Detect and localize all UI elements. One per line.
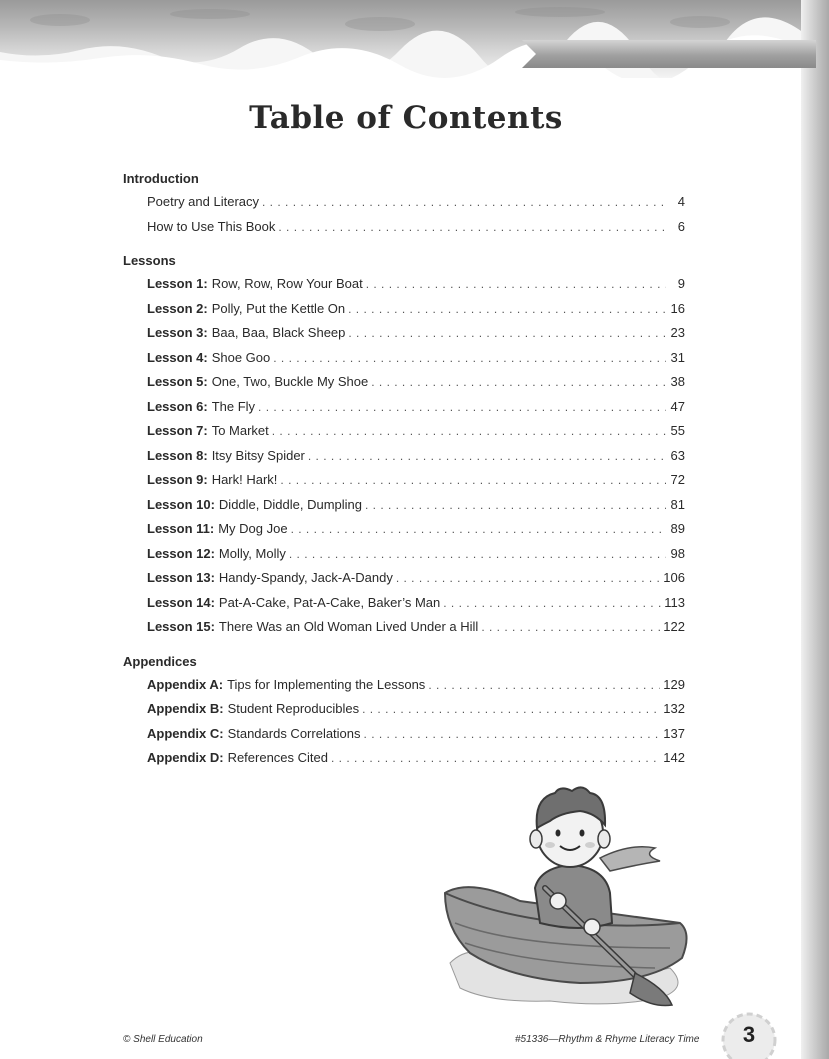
toc-entry[interactable] bbox=[147, 722, 685, 747]
toc-entry-label: Lesson 13: bbox=[147, 570, 215, 585]
dot-leader bbox=[443, 591, 661, 616]
dot-leader bbox=[289, 542, 666, 567]
toc-entry-label: Lesson 6: bbox=[147, 398, 208, 414]
page-title: Table of Contents bbox=[249, 100, 563, 136]
toc-entry-title: My Dog Joe bbox=[218, 521, 288, 536]
dot-leader bbox=[365, 493, 666, 518]
toc-entry-label: Lesson 3: bbox=[147, 325, 208, 340]
toc-entry-title: Itsy Bitsy Spider bbox=[211, 447, 305, 463]
toc-entry[interactable] bbox=[147, 615, 685, 640]
toc-entry-label: Lesson 15: bbox=[147, 619, 215, 634]
toc-entry-title: Row, Row, Row Your Boat bbox=[211, 276, 363, 291]
toc-entry-label: Lesson 4: bbox=[147, 349, 208, 365]
toc-entry-page: 81 bbox=[670, 496, 685, 512]
toc-entry[interactable] bbox=[147, 215, 685, 240]
toc-entry-page: 98 bbox=[670, 545, 685, 561]
dot-leader bbox=[348, 321, 666, 346]
section-gap bbox=[123, 239, 685, 250]
dot-leader bbox=[258, 395, 666, 420]
toc-entry-title: Poetry and Literacy bbox=[147, 194, 260, 209]
dot-leader bbox=[273, 346, 666, 371]
toc-entry-label: Lesson 5: bbox=[147, 374, 208, 389]
toc-entry-title: Baa, Baa, Black Sheep bbox=[211, 325, 346, 340]
toc-entry-title: There Was an Old Woman Lived Under a Hill bbox=[218, 619, 479, 634]
dot-leader bbox=[396, 566, 660, 591]
toc-entry-title: How to Use This Book bbox=[147, 218, 276, 234]
toc-entry-page: 89 bbox=[670, 521, 685, 536]
toc-entry[interactable] bbox=[147, 468, 685, 493]
toc-entry-page: 9 bbox=[677, 276, 685, 291]
toc-entry[interactable] bbox=[147, 517, 685, 542]
footer-publisher: © Shell Education bbox=[123, 1034, 203, 1045]
toc-entry-title: Polly, Put the Kettle On bbox=[211, 300, 346, 316]
toc-entry-title: Molly, Molly bbox=[218, 545, 286, 561]
toc-entry-title: References Cited bbox=[227, 750, 329, 765]
boy-rowing-boat-illustration bbox=[430, 783, 710, 1013]
toc-entry-title: Student Reproducibles bbox=[227, 701, 360, 716]
toc-entry[interactable] bbox=[147, 297, 685, 322]
dot-leader bbox=[428, 673, 660, 698]
section-heading: Appendices bbox=[123, 653, 197, 669]
toc-entry-page: 113 bbox=[664, 594, 685, 610]
toc-entry-title: The Fly bbox=[211, 398, 256, 414]
toc-entry-title: Pat-A-Cake, Pat-A-Cake, Baker’s Man bbox=[218, 594, 441, 610]
toc-entry-page: 6 bbox=[677, 218, 685, 234]
toc-entry-label: Lesson 2: bbox=[147, 300, 208, 316]
footer-book-title: #51336—Rhythm & Rhyme Literacy Time bbox=[515, 1034, 700, 1045]
toc-entry-title: Handy-Spandy, Jack-A-Dandy bbox=[218, 570, 393, 585]
toc-entry-title: One, Two, Buckle My Shoe bbox=[211, 374, 369, 389]
section-heading: Lessons bbox=[123, 253, 176, 268]
dot-leader bbox=[348, 297, 666, 322]
toc-entry-label: Appendix A: bbox=[147, 676, 224, 692]
toc-entry[interactable] bbox=[147, 591, 685, 616]
toc-entry-page: 72 bbox=[670, 472, 685, 487]
toc-entry-page: 16 bbox=[670, 300, 685, 316]
table-of-contents bbox=[123, 168, 685, 771]
dot-leader bbox=[262, 190, 666, 215]
toc-entry-page: 142 bbox=[663, 750, 685, 765]
toc-entry-page: 47 bbox=[670, 398, 685, 414]
toc-entry-label: Appendix C: bbox=[147, 725, 224, 741]
section-gap bbox=[123, 640, 685, 651]
dot-leader bbox=[366, 272, 666, 297]
toc-entry[interactable] bbox=[147, 370, 685, 395]
toc-entry-label: Lesson 9: bbox=[147, 472, 208, 487]
dot-leader bbox=[308, 444, 666, 469]
toc-entry[interactable] bbox=[147, 190, 685, 215]
toc-entry-page: 129 bbox=[663, 676, 685, 692]
toc-entry-title: Hark! Hark! bbox=[211, 472, 278, 487]
toc-entry-title: Standards Correlations bbox=[227, 725, 361, 741]
toc-entry-label: Lesson 14: bbox=[147, 594, 215, 610]
dot-leader bbox=[481, 615, 660, 640]
toc-entry-title: Tips for Implementing the Lessons bbox=[227, 676, 426, 692]
dot-leader bbox=[272, 419, 666, 444]
dot-leader bbox=[331, 746, 660, 771]
toc-entry-page: 137 bbox=[663, 725, 685, 741]
toc-entry-page: 31 bbox=[670, 349, 685, 365]
toc-entry[interactable] bbox=[147, 697, 685, 722]
toc-entry-label: Lesson 11: bbox=[147, 521, 215, 536]
toc-entry-page: 63 bbox=[670, 447, 685, 463]
toc-entry-label: Appendix D: bbox=[147, 750, 224, 765]
toc-entry-label: Appendix B: bbox=[147, 701, 224, 716]
toc-entry-label: Lesson 7: bbox=[147, 423, 208, 438]
toc-entry-label: Lesson 12: bbox=[147, 545, 215, 561]
toc-entry[interactable] bbox=[147, 673, 685, 698]
toc-entry[interactable] bbox=[147, 444, 685, 469]
toc-entry-label: Lesson 8: bbox=[147, 447, 208, 463]
dot-leader bbox=[280, 468, 666, 493]
dot-leader bbox=[364, 722, 661, 747]
toc-entry-label: Lesson 10: bbox=[147, 496, 215, 512]
toc-entry[interactable] bbox=[147, 321, 685, 346]
page-edge bbox=[801, 0, 829, 1059]
dot-leader bbox=[371, 370, 666, 395]
toc-entry-page: 38 bbox=[670, 374, 685, 389]
dot-leader bbox=[362, 697, 660, 722]
toc-entry-title: Diddle, Diddle, Dumpling bbox=[218, 496, 362, 512]
toc-entry-title: To Market bbox=[211, 423, 269, 438]
toc-entry[interactable] bbox=[147, 419, 685, 444]
toc-entry[interactable] bbox=[147, 272, 685, 297]
dot-leader bbox=[278, 215, 666, 240]
toc-entry-page: 132 bbox=[663, 701, 685, 716]
toc-entry[interactable] bbox=[147, 746, 685, 771]
toc-entry[interactable] bbox=[147, 566, 685, 591]
header-ribbon bbox=[522, 40, 816, 68]
section-heading: Introduction bbox=[123, 171, 199, 186]
toc-entry-page: 23 bbox=[670, 325, 685, 340]
toc-entry-title: Shoe Goo bbox=[211, 349, 271, 365]
toc-entry-page: 55 bbox=[670, 423, 685, 438]
toc-entry[interactable] bbox=[147, 542, 685, 567]
dot-leader bbox=[291, 517, 666, 542]
toc-entry[interactable] bbox=[147, 493, 685, 518]
toc-entry[interactable] bbox=[147, 395, 685, 420]
toc-entry-page: 122 bbox=[663, 619, 685, 634]
toc-entry-label: Lesson 1: bbox=[147, 276, 208, 291]
toc-entry[interactable] bbox=[147, 346, 685, 371]
page-number: 3 bbox=[742, 1022, 756, 1047]
toc-entry-page: 106 bbox=[663, 570, 685, 585]
toc-entry-page: 4 bbox=[677, 194, 685, 209]
